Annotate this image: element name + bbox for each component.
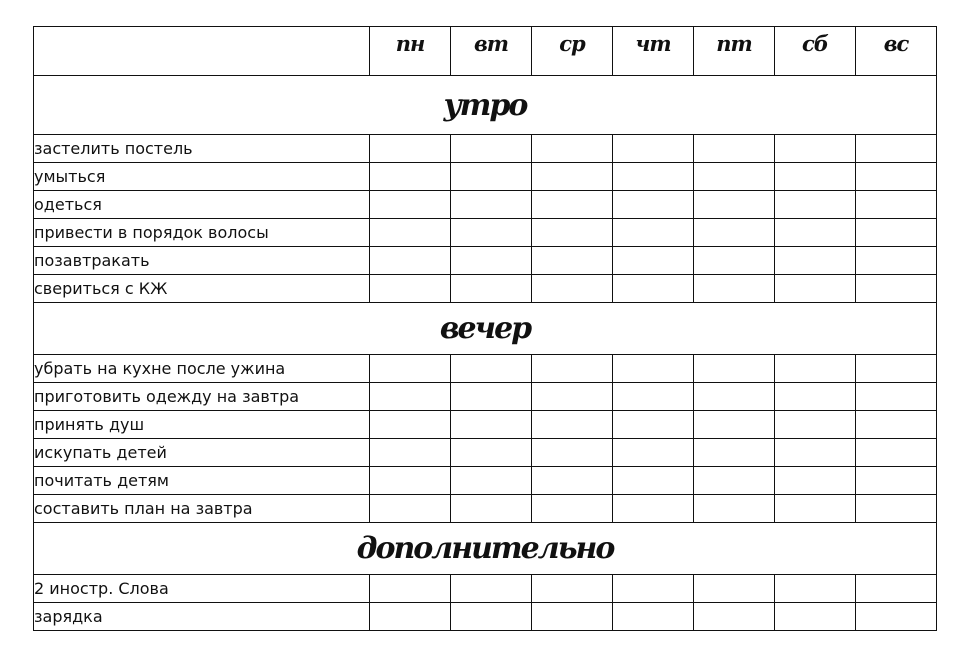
check-cell-wed[interactable] xyxy=(532,135,613,163)
check-cell-sat[interactable] xyxy=(775,383,856,411)
task-row xyxy=(34,191,937,219)
check-cell-fri[interactable] xyxy=(694,247,775,275)
check-cell-wed[interactable] xyxy=(532,603,613,631)
corner-cell xyxy=(34,27,370,76)
check-cell-fri[interactable] xyxy=(694,495,775,523)
task-label: застелить постель xyxy=(34,135,370,163)
check-cell-thu[interactable] xyxy=(613,495,694,523)
task-row xyxy=(34,355,937,383)
check-cell-sat[interactable] xyxy=(775,191,856,219)
check-cell-fri[interactable] xyxy=(694,163,775,191)
check-cell-mon[interactable] xyxy=(370,163,451,191)
check-cell-thu[interactable] xyxy=(613,191,694,219)
check-cell-fri[interactable] xyxy=(694,603,775,631)
check-cell-mon[interactable] xyxy=(370,275,451,303)
check-cell-thu[interactable] xyxy=(613,439,694,467)
check-cell-sun[interactable] xyxy=(856,355,937,383)
check-cell-wed[interactable] xyxy=(532,355,613,383)
check-cell-sun[interactable] xyxy=(856,383,937,411)
check-cell-sun[interactable] xyxy=(856,411,937,439)
check-cell-sat[interactable] xyxy=(775,603,856,631)
check-cell-fri[interactable] xyxy=(694,411,775,439)
check-cell-fri[interactable] xyxy=(694,275,775,303)
day-header-row xyxy=(34,27,937,76)
day-header-fri: пт xyxy=(694,27,775,76)
section-header-extra xyxy=(34,523,937,575)
check-cell-fri[interactable] xyxy=(694,355,775,383)
check-cell-thu[interactable] xyxy=(613,575,694,603)
task-row xyxy=(34,383,937,411)
check-cell-tue[interactable] xyxy=(451,275,532,303)
check-cell-thu[interactable] xyxy=(613,163,694,191)
task-label: позавтракать xyxy=(34,247,370,275)
check-cell-tue[interactable] xyxy=(451,495,532,523)
check-cell-wed[interactable] xyxy=(532,219,613,247)
check-cell-thu[interactable] xyxy=(613,135,694,163)
check-cell-sun[interactable] xyxy=(856,575,937,603)
day-header-sun: вс xyxy=(856,27,937,76)
task-row xyxy=(34,575,937,603)
check-cell-thu[interactable] xyxy=(613,411,694,439)
task-label: свериться с КЖ xyxy=(34,275,370,303)
check-cell-sat[interactable] xyxy=(775,575,856,603)
check-cell-tue[interactable] xyxy=(451,247,532,275)
check-cell-wed[interactable] xyxy=(532,439,613,467)
check-cell-thu[interactable] xyxy=(613,275,694,303)
check-cell-mon[interactable] xyxy=(370,467,451,495)
check-cell-wed[interactable] xyxy=(532,495,613,523)
task-label: привести в порядок волосы xyxy=(34,219,370,247)
check-cell-tue[interactable] xyxy=(451,163,532,191)
task-label: одеться xyxy=(34,191,370,219)
check-cell-tue[interactable] xyxy=(451,439,532,467)
check-cell-fri[interactable] xyxy=(694,439,775,467)
check-cell-thu[interactable] xyxy=(613,219,694,247)
check-cell-tue[interactable] xyxy=(451,219,532,247)
check-cell-sat[interactable] xyxy=(775,135,856,163)
task-row xyxy=(34,247,937,275)
task-label: умыться xyxy=(34,163,370,191)
task-label: искупать детей xyxy=(34,439,370,467)
check-cell-thu[interactable] xyxy=(613,383,694,411)
section-title-evening: вечер xyxy=(34,303,937,355)
check-cell-thu[interactable] xyxy=(613,247,694,275)
check-cell-sun[interactable] xyxy=(856,275,937,303)
check-cell-sun[interactable] xyxy=(856,495,937,523)
task-row xyxy=(34,163,937,191)
check-cell-fri[interactable] xyxy=(694,575,775,603)
check-cell-mon[interactable] xyxy=(370,603,451,631)
check-cell-sat[interactable] xyxy=(775,467,856,495)
check-cell-mon[interactable] xyxy=(370,383,451,411)
day-header-thu: чт xyxy=(613,27,694,76)
task-row xyxy=(34,467,937,495)
check-cell-wed[interactable] xyxy=(532,383,613,411)
task-row xyxy=(34,219,937,247)
check-cell-tue[interactable] xyxy=(451,383,532,411)
check-cell-sun[interactable] xyxy=(856,135,937,163)
section-header-morning xyxy=(34,76,937,135)
check-cell-wed[interactable] xyxy=(532,411,613,439)
check-cell-mon[interactable] xyxy=(370,135,451,163)
task-label: 2 иностр. Слова xyxy=(34,575,370,603)
task-label: зарядка xyxy=(34,603,370,631)
check-cell-mon[interactable] xyxy=(370,355,451,383)
check-cell-fri[interactable] xyxy=(694,191,775,219)
check-cell-mon[interactable] xyxy=(370,439,451,467)
check-cell-fri[interactable] xyxy=(694,135,775,163)
task-label: принять душ xyxy=(34,411,370,439)
check-cell-sun[interactable] xyxy=(856,467,937,495)
check-cell-wed[interactable] xyxy=(532,575,613,603)
check-cell-wed[interactable] xyxy=(532,247,613,275)
check-cell-tue[interactable] xyxy=(451,355,532,383)
check-cell-sun[interactable] xyxy=(856,191,937,219)
check-cell-mon[interactable] xyxy=(370,247,451,275)
check-cell-thu[interactable] xyxy=(613,603,694,631)
check-cell-tue[interactable] xyxy=(451,191,532,219)
check-cell-fri[interactable] xyxy=(694,467,775,495)
task-label: почитать детям xyxy=(34,467,370,495)
check-cell-sat[interactable] xyxy=(775,439,856,467)
check-cell-tue[interactable] xyxy=(451,467,532,495)
section-header-evening xyxy=(34,303,937,355)
check-cell-sun[interactable] xyxy=(856,163,937,191)
task-row xyxy=(34,495,937,523)
check-cell-sun[interactable] xyxy=(856,247,937,275)
check-cell-sun[interactable] xyxy=(856,439,937,467)
section-title-extra: дополнительно xyxy=(34,523,937,575)
habit-tracker-table xyxy=(33,26,937,631)
day-header-mon: пн xyxy=(370,27,451,76)
check-cell-sun[interactable] xyxy=(856,603,937,631)
check-cell-sat[interactable] xyxy=(775,275,856,303)
check-cell-tue[interactable] xyxy=(451,603,532,631)
day-header-tue: вт xyxy=(451,27,532,76)
day-header-sat: сб xyxy=(775,27,856,76)
check-cell-wed[interactable] xyxy=(532,191,613,219)
check-cell-sat[interactable] xyxy=(775,495,856,523)
check-cell-wed[interactable] xyxy=(532,275,613,303)
check-cell-sat[interactable] xyxy=(775,163,856,191)
check-cell-mon[interactable] xyxy=(370,191,451,219)
check-cell-mon[interactable] xyxy=(370,575,451,603)
check-cell-tue[interactable] xyxy=(451,135,532,163)
check-cell-fri[interactable] xyxy=(694,383,775,411)
task-row xyxy=(34,135,937,163)
check-cell-wed[interactable] xyxy=(532,163,613,191)
section-title-morning: утро xyxy=(34,76,937,135)
check-cell-thu[interactable] xyxy=(613,467,694,495)
check-cell-sun[interactable] xyxy=(856,219,937,247)
check-cell-wed[interactable] xyxy=(532,467,613,495)
check-cell-fri[interactable] xyxy=(694,219,775,247)
check-cell-sat[interactable] xyxy=(775,247,856,275)
check-cell-tue[interactable] xyxy=(451,575,532,603)
task-row xyxy=(34,603,937,631)
task-row xyxy=(34,439,937,467)
check-cell-sat[interactable] xyxy=(775,355,856,383)
check-cell-mon[interactable] xyxy=(370,411,451,439)
task-label: приготовить одежду на завтра xyxy=(34,383,370,411)
check-cell-sat[interactable] xyxy=(775,219,856,247)
check-cell-tue[interactable] xyxy=(451,411,532,439)
check-cell-mon[interactable] xyxy=(370,495,451,523)
task-row xyxy=(34,275,937,303)
planner-body xyxy=(34,76,937,631)
check-cell-thu[interactable] xyxy=(613,355,694,383)
check-cell-sat[interactable] xyxy=(775,411,856,439)
task-label: составить план на завтра xyxy=(34,495,370,523)
task-label: убрать на кухне после ужина xyxy=(34,355,370,383)
day-header-wed: ср xyxy=(532,27,613,76)
check-cell-mon[interactable] xyxy=(370,219,451,247)
task-row xyxy=(34,411,937,439)
